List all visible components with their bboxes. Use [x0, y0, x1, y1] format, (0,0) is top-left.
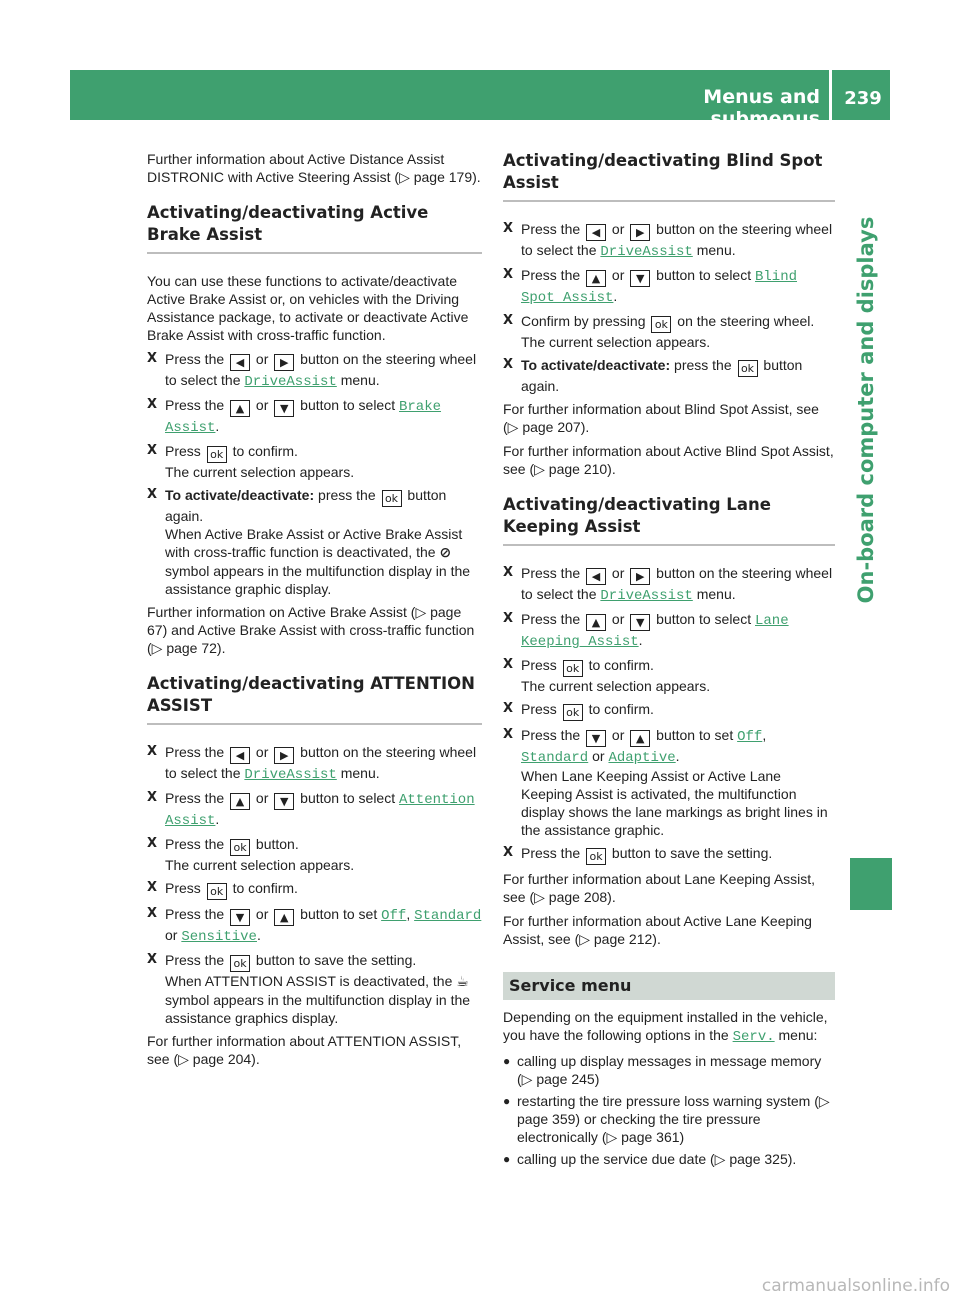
page-title: Menus and submenus: [703, 86, 820, 130]
option-sensitive: Sensitive: [181, 929, 257, 945]
step: X To activate/deactivate: press the ok button again.: [503, 356, 835, 395]
step: X Press the ◀ or ▶ button on the steering wheel to select the DriveAssist menu.: [503, 220, 835, 261]
left-arrow-key-icon: ◀: [586, 568, 606, 585]
ok-key-icon: ok: [230, 955, 250, 972]
page-number: 239: [844, 88, 882, 109]
step: X Press the ok button to save the setting.: [503, 844, 835, 865]
right-arrow-key-icon: ▶: [274, 747, 294, 764]
menu-item-name: Brake Assist: [165, 399, 442, 436]
down-arrow-key-icon: ▼: [586, 730, 606, 747]
step: X Press the ▲ or ▼ button to select Lane Keeping Assist.: [503, 610, 835, 651]
brake-paragraph: You can use these functions to activate/deactivate Active Brake Assist or, on vehicles with the Driving Assistance package, to activate or deactivate Active Brake Assist with cross-traffic function.: [147, 273, 469, 343]
chapter-tab-label: On-board computer and displays: [854, 216, 878, 604]
step: X To activate/deactivate: press the ok button again. When Active Brake Assist or Active Brake Assist with cross-traffic function is deactivated, the ⊘ symbol appears in the multifunction display in the assistance graphic display.: [147, 486, 482, 598]
left-arrow-key-icon: ◀: [230, 354, 250, 371]
further-info: For further information about Lane Keeping Assist, see (▷ page 208).: [503, 871, 816, 905]
right-column: [503, 150, 835, 1172]
left-arrow-key-icon: ◀: [586, 224, 606, 241]
service-intro: Depending on the equipment installed in the vehicle, you have the following options in the Serv. menu:: [503, 1009, 828, 1045]
left-arrow-key-icon: ◀: [230, 747, 250, 764]
further-info: For further information about Active Lane Keeping Assist, see (▷ page 212).: [503, 913, 812, 947]
ok-key-icon: ok: [563, 660, 583, 677]
section-heading-brake: Activating/deactivating Active Brake Assist: [147, 202, 482, 254]
option-off: Off: [381, 908, 407, 924]
step: X Press ok to confirm.: [503, 700, 835, 721]
up-arrow-key-icon: ▲: [274, 909, 294, 926]
chapter-marker: [850, 858, 892, 910]
brake-assist-off-icon: ⊘: [439, 545, 452, 561]
step: X Press the ok button to save the setting. When ATTENTION ASSIST is deactivated, the ☕ symbol appears in the multifunction display in the assistance graphics display.: [147, 951, 482, 1027]
left-column: [147, 150, 482, 1074]
up-arrow-key-icon: ▲: [230, 400, 250, 417]
ok-key-icon: ok: [382, 490, 402, 507]
list-item: ● calling up display messages in message memory (▷ page 245): [503, 1052, 835, 1088]
attention-assist-off-icon: ☕: [456, 974, 469, 990]
step: X Press ok to confirm.: [147, 879, 482, 900]
menu-item-name: Serv.: [732, 1029, 775, 1045]
up-arrow-key-icon: ▲: [230, 793, 250, 810]
ok-key-icon: ok: [207, 446, 227, 463]
further-info: For further information about ATTENTION ASSIST, see (▷ page 204).: [147, 1033, 462, 1067]
step: X Press ok to confirm. The current selection appears.: [503, 656, 835, 695]
section-heading-lane-keeping: Activating/deactivating Lane Keeping Assist: [503, 494, 835, 546]
up-arrow-key-icon: ▲: [586, 614, 606, 631]
service-menu-heading: Service menu: [503, 972, 835, 1000]
ok-key-icon: ok: [207, 883, 227, 900]
header-divider: [829, 70, 832, 120]
menu-name: DriveAssist: [244, 767, 337, 783]
ok-key-icon: ok: [230, 839, 250, 856]
ok-key-icon: ok: [738, 360, 758, 377]
watermark: carmanualsonline.info: [761, 1276, 950, 1296]
further-info: For further information about Blind Spot Assist, see (▷ page 207).: [503, 401, 819, 435]
menu-item-name: Blind Spot Assist: [521, 269, 798, 306]
step: X Press ok to confirm. The current selection appears.: [147, 442, 482, 481]
down-arrow-key-icon: ▼: [274, 400, 294, 417]
menu-name: DriveAssist: [600, 588, 693, 604]
list-item: ● restarting the tire pressure loss warning system (▷ page 359) or checking the tire pressure electronically (▷ page 361): [503, 1092, 835, 1146]
ok-key-icon: ok: [563, 704, 583, 721]
step: X Press the ▼ or ▲ button to set Off, Standard or Sensitive.: [147, 905, 482, 946]
step: X Press the ▲ or ▼ button to select Blind Spot Assist.: [503, 266, 835, 307]
ok-key-icon: ok: [586, 848, 606, 865]
menu-item-name: Attention Assist: [165, 792, 475, 829]
step: X Confirm by pressing ok on the steering wheel. The current selection appears.: [503, 312, 835, 351]
step: X Press the ▲ or ▼ button to select Attention Assist.: [147, 789, 482, 830]
down-arrow-key-icon: ▼: [230, 909, 250, 926]
option-standard: Standard: [414, 908, 482, 924]
step: X Press the ◀ or ▶ button on the steering wheel to select the DriveAssist menu.: [147, 350, 482, 391]
section-heading-attention: Activating/deactivating ATTENTION ASSIST: [147, 673, 482, 725]
further-info: For further information about Active Blind Spot Assist, see (▷ page 210).: [503, 443, 834, 477]
right-arrow-key-icon: ▶: [630, 224, 650, 241]
step: X Press the ◀ or ▶ button on the steering wheel to select the DriveAssist menu.: [147, 743, 482, 784]
list-item: ● calling up the service due date (▷ page 325).: [503, 1150, 835, 1168]
right-arrow-key-icon: ▶: [274, 354, 294, 371]
down-arrow-key-icon: ▼: [630, 614, 650, 631]
up-arrow-key-icon: ▲: [630, 730, 650, 747]
option-standard: Standard: [521, 750, 589, 766]
step: X Press the ▲ or ▼ button to select Brake Assist.: [147, 396, 482, 437]
down-arrow-key-icon: ▼: [630, 270, 650, 287]
ok-key-icon: ok: [651, 316, 671, 333]
step: X Press the ◀ or ▶ button on the steering wheel to select the DriveAssist menu.: [503, 564, 835, 605]
option-off: Off: [737, 729, 763, 745]
menu-name: DriveAssist: [244, 374, 337, 390]
up-arrow-key-icon: ▲: [586, 270, 606, 287]
down-arrow-key-icon: ▼: [274, 793, 294, 810]
further-info: Further information on Active Brake Assist (▷ page 67) and Active Brake Assist with cross-traffic function (▷ page 72).: [147, 604, 475, 656]
section-heading-blind-spot: Activating/deactivating Blind Spot Assist: [503, 150, 835, 202]
right-arrow-key-icon: ▶: [630, 568, 650, 585]
step: X Press the ▼ or ▲ button to set Off, Standard or Adaptive. When Lane Keeping Assist or Active Lane Keeping Assist is activated, the multifunction display shows the lane markings as bright lines in the assistance graphic.: [503, 726, 835, 839]
step: X Press the ok button. The current selection appears.: [147, 835, 482, 874]
menu-item-name: Lane Keeping Assist: [521, 613, 789, 650]
intro-paragraph: Further information about Active Distance Assist DISTRONIC with Active Steering Assist (▷ page 179).: [147, 151, 481, 185]
option-adaptive: Adaptive: [608, 750, 676, 766]
menu-name: DriveAssist: [600, 244, 693, 260]
